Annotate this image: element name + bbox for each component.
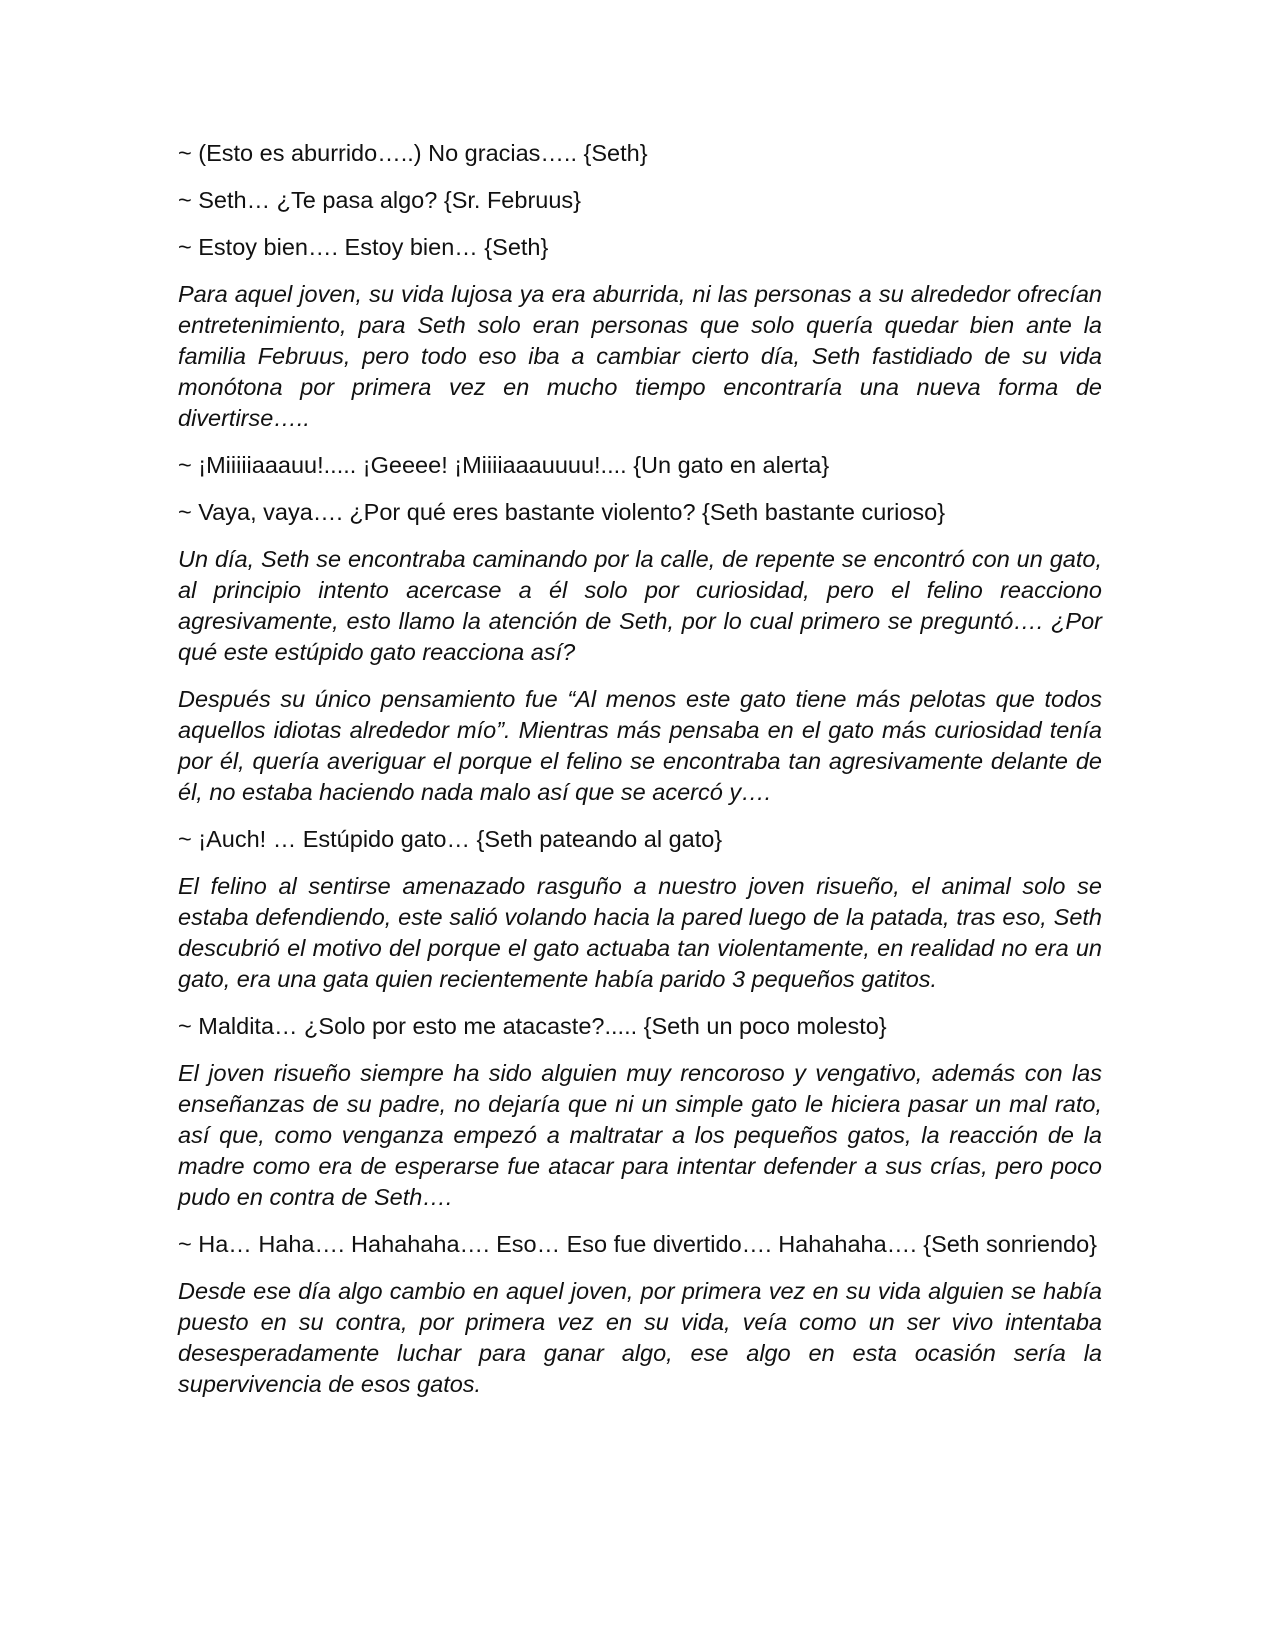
narration-paragraph: El joven risueño siempre ha sido alguien muy rencoroso y vengativo, además con las enseñanzas de su padre, no dejaría que ni un simple gato le hiciera pasar un mal rato, así que, como venganza empezó a maltratar a los pequeños gatos, la reacción de la madre como era de esperarse fue atacar para intentar defender a sus crías, pero poco pudo en contra de Seth…. xyxy=(178,1060,1102,1210)
document-page xyxy=(178,138,1102,1416)
dialogue-line: ~ Ha… Haha…. Hahahaha…. Eso… Eso fue divertido…. Hahahaha…. {Seth sonriendo} xyxy=(178,1231,1098,1257)
dialogue-line: ~ Maldita… ¿Solo por esto me atacaste?..... {Seth un poco molesto} xyxy=(178,1013,887,1039)
dialogue-line: ~ (Esto es aburrido…..) No gracias….. {Seth} xyxy=(178,140,648,166)
dialogue-line: ~ Vaya, vaya…. ¿Por qué eres bastante violento? {Seth bastante curioso} xyxy=(178,499,946,525)
narration-paragraph: El felino al sentirse amenazado rasguño a nuestro joven risueño, el animal solo se estaba defendiendo, este salió volando hacia la pared luego de la patada, tras eso, Seth descubrió el motivo del porque el gato actuaba tan violentamente, en realidad no era un gato, era una gata quien recientemente había parido 3 pequeños gatitos. xyxy=(178,873,1102,992)
narration-paragraph: Desde ese día algo cambio en aquel joven, por primera vez en su vida alguien se había puesto en su contra, por primera vez en su vida, veía como un ser vivo intentaba desesperadamente luchar para ganar algo, ese algo en esta ocasión sería la supervivencia de esos gatos. xyxy=(178,1278,1102,1397)
dialogue-line: ~ Estoy bien…. Estoy bien… {Seth} xyxy=(178,234,549,260)
dialogue-line: ~ ¡Auch! … Estúpido gato… {Seth pateando al gato} xyxy=(178,826,723,852)
narration-paragraph: Para aquel joven, su vida lujosa ya era aburrida, ni las personas a su alrededor ofrecían entretenimiento, para Seth solo eran personas que solo quería quedar bien ante la familia Februus, pero todo eso iba a cambiar cierto día, Seth fastidiado de su vida monótona por primera vez en mucho tiempo encontraría una nueva forma de divertirse….. xyxy=(178,281,1102,431)
narration-paragraph: Un día, Seth se encontraba caminando por la calle, de repente se encontró con un gato, al principio intento acercase a él solo por curiosidad, pero el felino reacciono agresivamente, esto llamo la atención de Seth, por lo cual primero se preguntó…. ¿Por qué este estúpido gato reacciona así? xyxy=(178,546,1102,665)
dialogue-line: ~ ¡Miiiiiaaauu!..... ¡Geeee! ¡Miiiiaaauuuu!.... {Un gato en alerta} xyxy=(178,452,830,478)
narration-paragraph: Después su único pensamiento fue “Al menos este gato tiene más pelotas que todos aquellos idiotas alrededor mío”. Mientras más pensaba en el gato más curiosidad tenía por él, quería averiguar el porque el felino se encontraba tan agresivamente delante de él, no estaba haciendo nada malo así que se acercó y…. xyxy=(178,686,1102,805)
dialogue-line: ~ Seth… ¿Te pasa algo? {Sr. Februus} xyxy=(178,187,582,213)
